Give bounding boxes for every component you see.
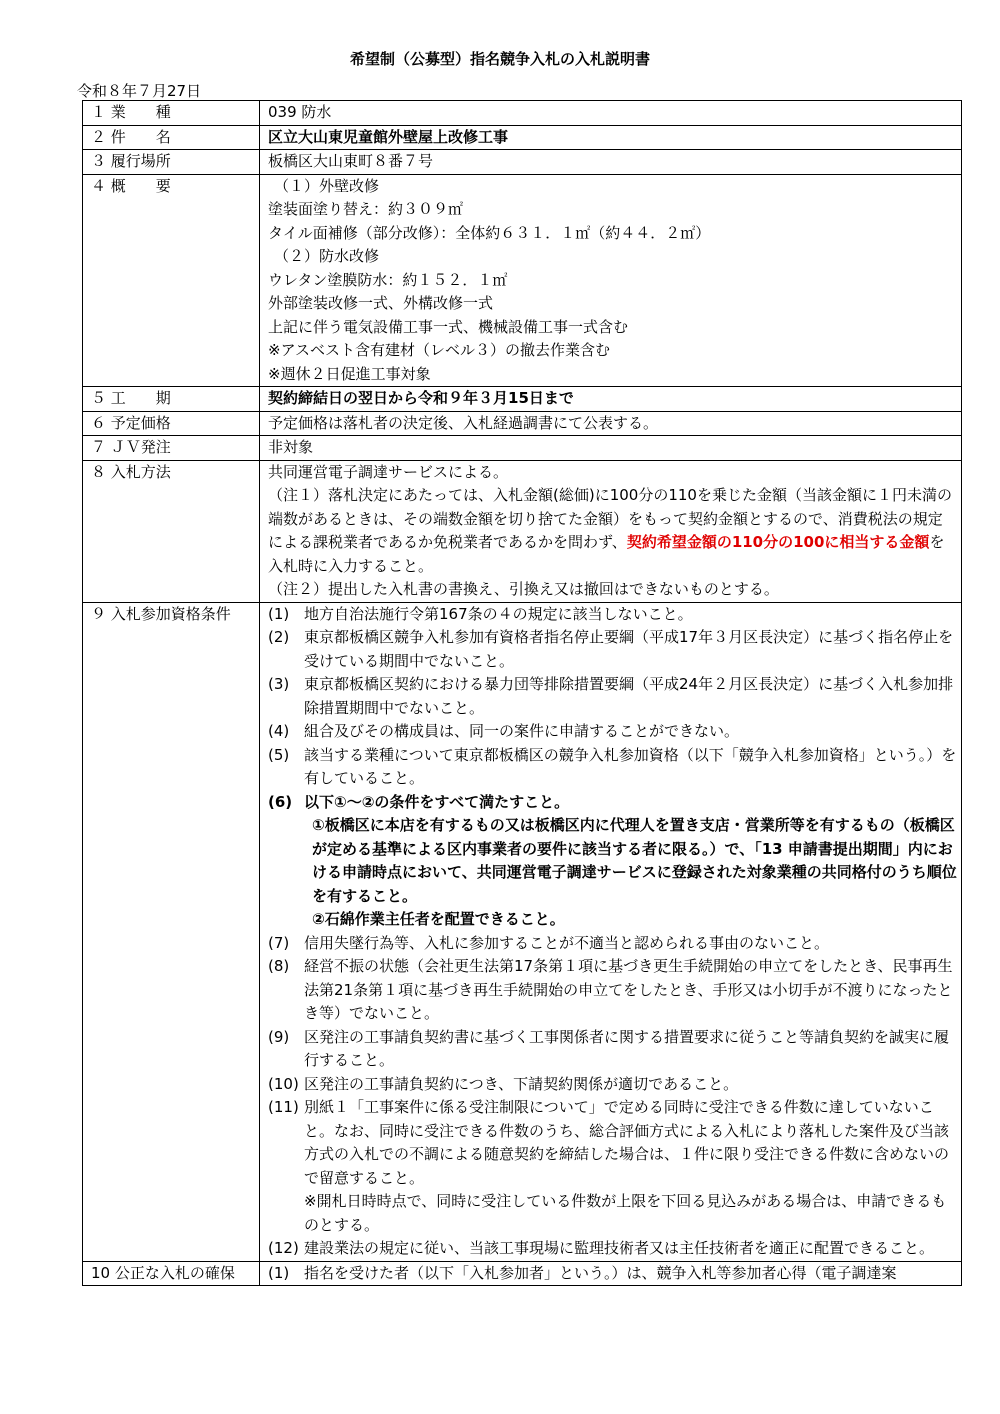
qualification-item	[268, 720, 957, 744]
item-number: (9)	[268, 1027, 290, 1046]
row-fair-bidding	[83, 1261, 962, 1286]
qualification-item	[268, 791, 957, 815]
row-qualification	[83, 602, 962, 1261]
qualification-item	[268, 932, 957, 956]
value-industry: 039 防水	[260, 101, 962, 126]
overview-line: （２）防水改修	[274, 247, 380, 265]
item-number: (11)	[268, 1098, 299, 1116]
overview-line: ウレタン塗膜防水：約１５２．１㎡	[268, 270, 508, 289]
item-text: 組合及びその構成員は、同一の案件に申請することができない。	[304, 722, 740, 740]
note1-highlight: 契約希望金額の110分の100に相当する金額	[626, 533, 930, 551]
row-estimated-price	[83, 411, 962, 436]
item-text: 指名を受けた者（以下「入札参加者」という。）は、競争入札等参加者心得（電子調達案	[304, 1263, 897, 1282]
qualification-item	[268, 1096, 957, 1190]
label-estimated-price: ６ 予定価格	[83, 411, 260, 436]
label-jv: ７ ＪＶ発注	[83, 436, 260, 461]
note1-text: （注１）落札決定にあたっては、入札金額(総価)に100分の110を乗じた金額（当該金額に１円未満の端数があるときは、その端数金額を切り捨てた金額）をもって契約金額とするので、消費税法の規定による課税業者であるか免税業者であるかを問わず、	[268, 486, 952, 551]
qualification-item	[268, 1237, 957, 1261]
document-title: 希望制（公募型）指名競争入札の入札説明書	[349, 50, 650, 68]
item-number: (4)	[268, 722, 290, 740]
bid-info-table	[82, 100, 962, 1286]
bid-method-note-1	[268, 484, 957, 578]
label-bid-method: ８ 入札方法	[83, 460, 260, 602]
value-jv: 非対象	[260, 436, 962, 461]
value-qualification	[260, 602, 962, 1261]
qualification-item	[268, 603, 957, 627]
value-overview	[260, 174, 962, 387]
fair-bidding-item	[268, 1262, 957, 1286]
overview-line: 上記に伴う電気設備工事一式、機械設備工事一式含む	[268, 317, 629, 336]
item-text: 該当する業種について東京都板橋区の競争入札参加資格（以下「競争入札参加資格」という。）を有していること。	[304, 745, 957, 787]
row-subject	[83, 125, 962, 150]
label-fair-bidding: 10 公正な入札の確保	[83, 1261, 260, 1286]
item-text: 東京都板橋区競争入札参加有資格者指名停止要綱（平成17年３月区長決定）に基づく指名停止を受けている期間中でないこと。	[304, 628, 954, 670]
overview-line: タイル面補修（部分改修）：全体約６３１．１㎡（約４４．２㎡）	[268, 223, 711, 242]
item-number: (1)	[268, 604, 290, 623]
item11-note: ※開札日時時点で、同時に受注している件数が上限を下回る見込みがある場合は、申請できるものとする。	[304, 1192, 947, 1234]
value-estimated-price: 予定価格は落札者の決定後、入札経過調書にて公表する。	[260, 411, 962, 436]
item-text: 東京都板橋区契約における暴力団等排除措置要綱（平成24年２月区長決定）に基づく入札参加排除措置期間中でないこと。	[304, 675, 954, 717]
item-number: (2)	[268, 628, 290, 646]
label-industry: １ 業 種	[83, 101, 260, 126]
item-number: (3)	[268, 675, 290, 693]
document-date: 令和８年７月27日	[77, 82, 202, 100]
item-number: (1)	[268, 1263, 290, 1282]
label-qualification: ９ 入札参加資格条件	[83, 602, 260, 1261]
item-text: 地方自治法施行令第167条の４の規定に該当しないこと。	[304, 604, 693, 623]
item-text: 経営不振の状態（会社更生法第17条第１項に基づき更生手続開始の申立てをしたとき、民事再生法第21条第１項に基づき再生手続開始の申立てをしたとき、手形又は小切手が不渡りになったとき等）でないこと。	[304, 957, 953, 1022]
overview-line: 外部塗装改修一式、外構改修一式	[268, 294, 494, 312]
qualification-item	[268, 673, 957, 720]
item6-condition-2: ②石綿作業主任者を配置できること。	[312, 910, 565, 928]
label-overview: ４ 概 要	[83, 174, 260, 387]
overview-line: 塗装面塗り替え：約３０９㎡	[268, 200, 464, 218]
item-number: (7)	[268, 933, 290, 952]
value-subject: 区立大山東児童館外壁屋上改修工事	[260, 125, 962, 150]
overview-line: ※週休２日促進工事対象	[268, 364, 431, 383]
qualification-item	[268, 626, 957, 673]
qualification-item	[268, 955, 957, 1026]
row-period	[83, 387, 962, 412]
item-number: (6)	[268, 792, 293, 811]
item-text: 建設業法の規定に従い、当該工事現場に監理技術者又は主任技術者を適正に配置できること。	[304, 1239, 935, 1257]
bid-method-line: 共同運営電子調達サービスによる。	[268, 462, 509, 481]
item-number: (8)	[268, 957, 290, 975]
item6-condition-1: ①板橋区に本店を有するもの又は板橋区内に代理人を置き支店・営業所等を有するもの（板橋区が定める基準による区内事業者の要件に該当する者に限る。）で、「13 申請書提出期間」内における申請時点において、共同運営電子調達サービスに登録された対象業種の共同格付のうち順位を有すること。	[312, 816, 957, 905]
item-text: 信用失墜行為等、入札に参加することが不適当と認められる事由のないこと。	[304, 933, 830, 952]
bid-method-note-2: （注２）提出した入札書の書換え、引換え又は撤回はできないものとする。	[268, 580, 779, 598]
note1-text-end: を入札時に入力すること。	[268, 533, 945, 575]
row-location	[83, 150, 962, 175]
qualification-item	[268, 744, 957, 791]
item-text: 区発注の工事請負契約書に基づく工事関係者に関する措置要求に従うこと等請負契約を誠実に履行すること。	[304, 1027, 950, 1069]
item-text: 以下①～②の条件をすべて満たすこと。	[304, 792, 570, 811]
overview-line: （１）外壁改修	[274, 176, 380, 195]
row-overview	[83, 174, 962, 387]
item-text: 別紙１「工事案件に係る受注制限について」で定める同時に受注できる件数に達していないこと。なお、同時に受注できる件数のうち、総合評価方式による入札により落札した案件及び当該方式の入札での不調による随意契約を締結した場合は、１件に限り受注できる件数に含めないので留意すること。	[304, 1098, 950, 1187]
value-period: 契約締結日の翌日から令和９年３月15日まで	[260, 387, 962, 412]
value-bid-method	[260, 460, 962, 602]
label-period: ５ 工 期	[83, 387, 260, 412]
value-fair-bidding	[260, 1261, 962, 1286]
label-location: ３ 履行場所	[83, 150, 260, 175]
item-number: (12)	[268, 1239, 299, 1257]
item-text: 区発注の工事請負契約につき、下請契約関係が適切であること。	[304, 1074, 739, 1093]
row-jv	[83, 436, 962, 461]
item-number: (10)	[268, 1074, 299, 1093]
row-industry	[83, 101, 962, 126]
qualification-item	[268, 1073, 957, 1097]
overview-line: ※アスベスト含有建材（レベル３）の撤去作業含む	[268, 341, 610, 359]
item-number: (5)	[268, 745, 290, 764]
label-subject: ２ 件 名	[83, 125, 260, 150]
row-bid-method	[83, 460, 962, 602]
qualification-item	[268, 1026, 957, 1073]
value-location: 板橋区大山東町８番７号	[260, 150, 962, 175]
